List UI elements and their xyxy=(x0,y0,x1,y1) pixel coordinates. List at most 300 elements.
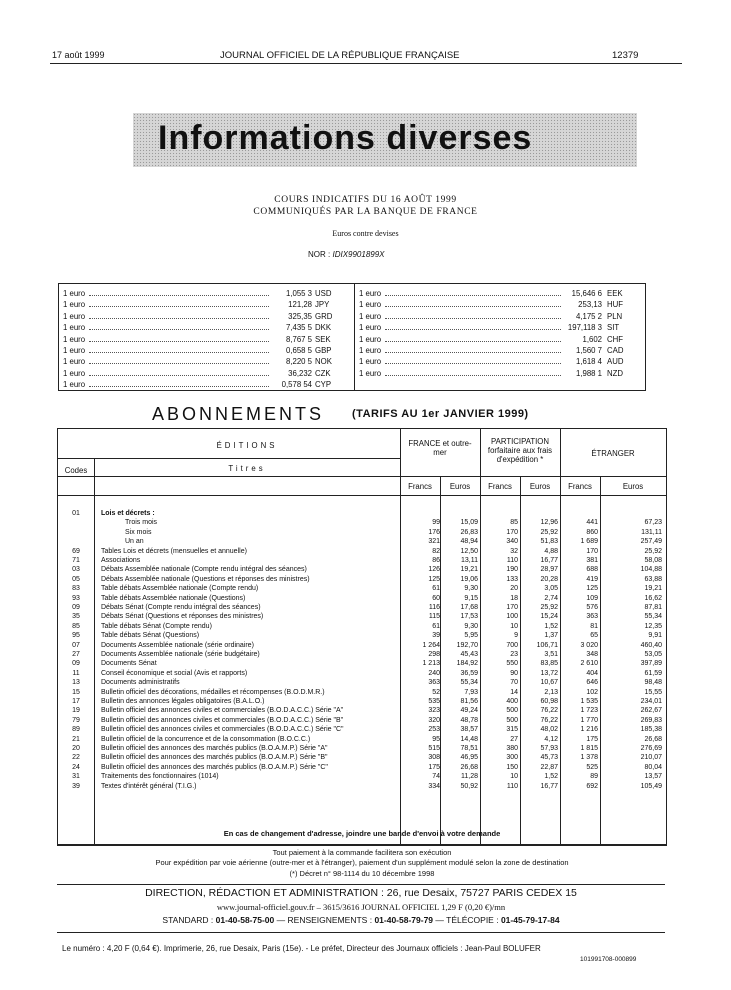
row-value-ee: 55,34 xyxy=(644,613,662,621)
row-code: 31 xyxy=(72,773,80,781)
row-value-pf: 500 xyxy=(506,707,518,715)
rate-currency: AUD xyxy=(607,357,624,367)
rate-currency: DKK xyxy=(315,323,332,333)
row-value-pf: 27 xyxy=(510,735,518,743)
row-value-pf: 300 xyxy=(506,754,518,762)
rate-currency: PLN xyxy=(607,311,623,321)
rate-leader-dots xyxy=(385,329,561,330)
row-value-pe: 12,96 xyxy=(540,519,558,527)
row-value-pe: 10,67 xyxy=(540,679,558,687)
rate-currency: CYP xyxy=(315,380,332,390)
row-value-ee: 210,07 xyxy=(640,754,662,762)
row-value-eu: 36,59 xyxy=(460,669,478,677)
row-value-ef: 2 610 xyxy=(580,660,598,668)
row-code: 69 xyxy=(72,547,80,555)
row-code: 79 xyxy=(72,716,80,724)
table-row xyxy=(58,547,666,556)
rate-value: 1,988 1 xyxy=(575,368,602,378)
table-row xyxy=(58,735,666,744)
row-value-ee: 98,48 xyxy=(644,679,662,687)
titres-header: Titres xyxy=(228,464,266,473)
rate-currency: CHF xyxy=(607,334,624,344)
row-title: Un an xyxy=(125,538,144,546)
row-code: 01 xyxy=(72,510,80,517)
row-value-fr: 86 xyxy=(432,557,440,564)
row-title: Bulletin des annonces légales obligatoires (B.A.L.O.) xyxy=(101,698,265,705)
row-title: Bulletin officiel des annonces des marchés publics (B.O.A.M.P.) Série "C" xyxy=(101,763,328,771)
row-title: Traitements des fonctionnaires (1014) xyxy=(101,773,219,781)
row-value-pe: 13,72 xyxy=(540,669,558,677)
row-code: 05 xyxy=(72,575,80,583)
row-value-eu: 81,56 xyxy=(460,698,478,705)
direction-address: DIRECTION, RÉDACTION ET ADMINISTRATION : 26, rue Desaix, 75727 PARIS CEDEX 15 xyxy=(145,887,577,899)
row-value-ef: 65 xyxy=(590,632,598,640)
row-value-pf: 70 xyxy=(510,679,518,687)
rate-leader-dots xyxy=(385,352,561,353)
row-value-pf: 380 xyxy=(506,745,518,752)
rate-currency: NOK xyxy=(315,357,332,367)
rate-leader-dots xyxy=(89,295,269,296)
rate-currency: HUF xyxy=(607,300,624,310)
row-value-fr: 125 xyxy=(428,575,440,583)
row-value-fr: 175 xyxy=(428,763,440,771)
row-value-pf: 315 xyxy=(506,726,518,734)
row-value-pf: 18 xyxy=(510,594,518,602)
row-value-ee: 12,35 xyxy=(644,622,662,630)
rate-leader-dots xyxy=(89,341,269,342)
rate-leader-dots xyxy=(385,341,561,342)
rate-currency: NZD xyxy=(607,368,624,378)
row-value-pf: 500 xyxy=(506,716,518,724)
france-header: FRANCE et outre-mer xyxy=(408,439,472,457)
row-line xyxy=(58,476,666,477)
row-value-fr: 115 xyxy=(428,613,440,621)
row-value-ee: 87,81 xyxy=(644,604,662,611)
row-code: 85 xyxy=(72,622,80,630)
row-value-pe: 15,24 xyxy=(540,613,558,621)
table-row xyxy=(58,528,666,537)
row-value-ef: 1 723 xyxy=(580,707,598,715)
rate-value: 1,055 3 xyxy=(285,289,312,298)
row-value-fr: 253 xyxy=(428,726,440,734)
row-value-ef: 860 xyxy=(586,528,598,536)
notes-rule xyxy=(57,844,667,845)
rate-row xyxy=(355,299,645,310)
row-value-pe: 16,77 xyxy=(540,557,558,564)
row-value-fr: 61 xyxy=(432,622,440,630)
rate-value: 4,175 2 xyxy=(575,311,602,321)
rate-row xyxy=(355,368,645,379)
standard-label: STANDARD : xyxy=(162,915,214,925)
row-title: Lois et décrets : xyxy=(101,510,155,517)
table-row xyxy=(58,575,666,584)
direction-box xyxy=(57,884,665,933)
row-value-pe: 28,97 xyxy=(540,566,558,574)
row-value-pe: 4,12 xyxy=(544,735,558,743)
row-value-fr: 240 xyxy=(428,669,440,677)
row-value-ef: 441 xyxy=(586,519,598,527)
table-row xyxy=(58,753,666,762)
table-row xyxy=(58,706,666,715)
row-code: 15 xyxy=(72,688,80,696)
row-value-ee: 185,38 xyxy=(640,726,662,734)
row-code: 20 xyxy=(72,745,80,752)
table-row xyxy=(58,763,666,772)
row-value-pe: 20,28 xyxy=(540,575,558,583)
francs-header: Francs xyxy=(568,482,592,491)
table-row xyxy=(58,669,666,678)
expedition-note: Pour expédition par voie aérienne (outre-mer et à l'étranger), paiement d'un supplément modulé selon la zone de destination xyxy=(155,858,569,867)
row-value-pe: 22,87 xyxy=(540,763,558,771)
row-code: 35 xyxy=(72,613,80,621)
paiement-note: Tout paiement à la commande facilitera son exécution xyxy=(272,848,452,857)
rate-label: 1 euro xyxy=(359,345,382,355)
cours-line2: COMMUNIQUÉS PAR LA BANQUE DE FRANCE xyxy=(253,207,478,217)
table-row xyxy=(58,622,666,631)
row-value-ef: 1 378 xyxy=(580,754,598,762)
row-value-ee: 16,62 xyxy=(644,594,662,602)
rate-label: 1 euro xyxy=(63,345,86,355)
row-value-ef: 170 xyxy=(586,547,598,555)
web-minitel: www.journal-officiel.gouv.fr – 3615/3616 JOURNAL OFFICIEL 1,29 F (0,20 €)/mn xyxy=(216,902,506,912)
row-value-ee: 257,49 xyxy=(640,538,662,546)
rate-label: 1 euro xyxy=(359,300,382,310)
row-value-eu: 38,57 xyxy=(460,726,478,734)
rate-currency: EEK xyxy=(607,289,623,298)
table-row xyxy=(58,650,666,659)
row-value-pe: 2,13 xyxy=(544,688,558,696)
table-row xyxy=(58,603,666,612)
row-value-ee: 63,88 xyxy=(644,575,662,583)
row-value-ee: 105,49 xyxy=(640,782,662,790)
rate-label: 1 euro xyxy=(359,311,382,321)
row-value-ee: 80,04 xyxy=(644,763,662,771)
cours-line1: COURS INDICATIFS DU 16 AOÛT 1999 xyxy=(274,195,457,205)
row-value-pf: 150 xyxy=(506,763,518,771)
row-value-pf: 10 xyxy=(510,773,518,781)
telecopie-number: 01-45-79-17-84 xyxy=(500,915,560,925)
row-value-pe: 60,98 xyxy=(540,698,558,705)
rate-currency: SEK xyxy=(315,334,331,344)
row-value-pe: 25,92 xyxy=(540,528,558,536)
row-value-ee: 67,23 xyxy=(644,519,662,527)
row-code: 27 xyxy=(72,651,80,658)
table-row xyxy=(58,688,666,697)
rate-row xyxy=(59,322,351,333)
header-date: 17 août 1999 xyxy=(52,50,105,60)
row-value-pe: 45,73 xyxy=(540,754,558,762)
banner-title: Informations diverses xyxy=(158,119,533,157)
row-value-eu: 46,95 xyxy=(460,754,478,762)
row-value-ef: 1 770 xyxy=(580,716,598,724)
row-title: Table débats Assemblée nationale (Compte rendu) xyxy=(101,585,259,593)
row-value-fr: 176 xyxy=(428,528,440,536)
row-title: Associations xyxy=(101,557,141,564)
row-value-ee: 15,55 xyxy=(644,688,662,696)
rate-leader-dots xyxy=(385,295,561,296)
changement-adresse-note: En cas de changement d'adresse, joindre une bande d'envoi à votre demande xyxy=(223,829,501,838)
abonnements-title: ABONNEMENTS xyxy=(152,404,325,424)
rate-leader-dots xyxy=(89,375,269,376)
row-value-pf: 110 xyxy=(506,557,518,564)
row-value-pe: 4,88 xyxy=(544,547,558,555)
numero-imprint: Le numéro : 4,20 F (0,64 €). Imprimerie, 26, rue Desaix, Paris (15e). - Le préfet, Directeur des Journaux officiels : Jean-Paul BOLUFER xyxy=(62,944,541,953)
table-row xyxy=(58,537,666,546)
table-row xyxy=(58,565,666,574)
row-value-pe: 25,92 xyxy=(540,604,558,611)
contact-numbers: STANDARD : 01-40-58-75-00 — RENSEIGNEMENTS : 01-40-58-79-79 — TÉLÉCOPIE : 01-45-79-17-84 xyxy=(162,915,560,925)
rate-value: 36,232 xyxy=(288,368,312,378)
row-value-ef: 102 xyxy=(586,688,598,696)
row-value-pf: 700 xyxy=(506,641,518,649)
row-code: 95 xyxy=(72,632,80,640)
row-value-ef: 363 xyxy=(586,613,598,621)
row-value-ee: 269,83 xyxy=(640,716,662,724)
row-value-pf: 190 xyxy=(506,566,518,574)
telecopie-label: TÉLÉCOPIE : xyxy=(446,915,499,925)
table-row xyxy=(58,782,666,791)
row-value-pe: 51,83 xyxy=(540,538,558,546)
row-value-pf: 14 xyxy=(510,688,518,696)
renseignements-number: 01-40-58-79-79 xyxy=(374,915,434,925)
rate-row xyxy=(355,311,645,322)
rate-value: 0,578 54 xyxy=(281,380,312,390)
rate-label: 1 euro xyxy=(359,368,382,378)
row-value-eu: 45,43 xyxy=(460,651,478,658)
rate-value: 197,118 3 xyxy=(567,323,602,333)
table-row xyxy=(58,659,666,668)
row-value-eu: 192,70 xyxy=(456,641,478,649)
row-value-eu: 17,53 xyxy=(460,613,478,621)
editions-header: ÉDITIONS xyxy=(216,441,278,450)
francs-header: Francs xyxy=(488,482,512,491)
rate-row xyxy=(355,334,645,345)
table-row xyxy=(58,612,666,621)
table-row xyxy=(58,641,666,650)
row-value-fr: 39 xyxy=(432,632,440,640)
row-value-fr: 323 xyxy=(428,707,440,715)
row-value-pf: 23 xyxy=(510,651,518,658)
participation-header: PARTICIPATION forfaitaire aux frais d'expédition * xyxy=(487,437,553,464)
rate-row xyxy=(355,356,645,367)
row-value-ef: 1 535 xyxy=(580,698,598,705)
row-title: Table débats Sénat (Compte rendu) xyxy=(101,622,212,630)
row-value-ef: 175 xyxy=(586,735,598,743)
row-value-ef: 1 689 xyxy=(580,538,598,546)
rate-value: 1,618 4 xyxy=(575,357,602,367)
rate-row xyxy=(59,345,351,356)
row-value-ef: 109 xyxy=(586,594,598,602)
row-value-ee: 25,92 xyxy=(644,547,662,555)
row-value-ee: 276,69 xyxy=(640,745,662,752)
row-value-pf: 550 xyxy=(506,660,518,668)
row-code: 09 xyxy=(72,604,80,611)
rate-label: 1 euro xyxy=(359,323,382,333)
decret-note: (*) Décret n° 98-1114 du 10 décembre 1998 xyxy=(289,869,435,878)
row-value-pf: 20 xyxy=(510,585,518,593)
row-code: 13 xyxy=(72,679,80,687)
row-title: Bulletin officiel des décorations, médailles et récompenses (B.O.D.M.R.) xyxy=(101,688,325,696)
rate-value: 325,35 xyxy=(288,311,312,321)
row-code: 83 xyxy=(72,585,80,593)
row-code: 21 xyxy=(72,735,80,743)
row-title: Documents administratifs xyxy=(101,679,180,687)
row-value-fr: 99 xyxy=(432,519,440,527)
row-value-ef: 692 xyxy=(586,782,598,790)
row-title: Bulletin officiel des annonces civiles et commerciales (B.O.D.A.C.C.) Série "A" xyxy=(101,707,344,715)
rates-left-column xyxy=(59,288,351,391)
row-value-pf: 170 xyxy=(506,528,518,536)
row-value-fr: 320 xyxy=(428,716,440,724)
row-value-pf: 9 xyxy=(514,632,518,640)
renseignements-label: RENSEIGNEMENTS : xyxy=(287,915,373,925)
row-value-fr: 321 xyxy=(428,538,440,546)
rate-row xyxy=(59,311,351,322)
row-code: 71 xyxy=(72,557,80,564)
rate-currency: GRD xyxy=(315,311,333,321)
row-title: Six mois xyxy=(125,528,152,536)
row-title: Débats Sénat (Compte rendu intégral des séances) xyxy=(101,604,261,611)
row-value-fr: 1 213 xyxy=(422,660,440,668)
row-value-eu: 50,92 xyxy=(460,782,478,790)
row-value-pf: 400 xyxy=(506,698,518,705)
rate-label: 1 euro xyxy=(359,334,382,344)
rate-row xyxy=(59,368,351,379)
table-row xyxy=(58,556,666,565)
row-value-ee: 58,08 xyxy=(644,557,662,564)
row-title: Documents Sénat xyxy=(101,660,157,668)
row-value-ef: 688 xyxy=(586,566,598,574)
row-title: Débats Assemblée nationale (Questions et réponses des ministres) xyxy=(101,575,310,583)
rate-value: 253,13 xyxy=(578,300,602,310)
row-line xyxy=(58,495,666,496)
rate-currency: CZK xyxy=(315,368,331,378)
reference-code: 101991708-000899 xyxy=(580,956,637,963)
row-value-pe: 1,52 xyxy=(544,773,558,781)
row-value-ee: 397,89 xyxy=(640,660,662,668)
rate-label: 1 euro xyxy=(63,289,86,298)
row-value-pe: 16,77 xyxy=(540,782,558,790)
row-value-fr: 82 xyxy=(432,547,440,555)
row-value-ef: 89 xyxy=(590,773,598,781)
row-value-ee: 13,57 xyxy=(644,773,662,781)
rate-row xyxy=(59,356,351,367)
row-value-fr: 1 264 xyxy=(422,641,440,649)
rate-row xyxy=(355,288,645,299)
row-value-eu: 19,21 xyxy=(460,566,478,574)
row-value-pe: 76,22 xyxy=(540,707,558,715)
row-title: Bulletin officiel des annonces des marchés publics (B.O.A.M.P.) Série "B" xyxy=(101,754,328,762)
row-value-pf: 32 xyxy=(510,547,518,555)
francs-header: Francs xyxy=(408,482,432,491)
rate-leader-dots xyxy=(89,318,269,319)
rate-row xyxy=(59,334,351,345)
row-title: Documents Assemblée nationale (série budgétaire) xyxy=(101,651,260,658)
row-value-ee: 460,40 xyxy=(640,641,662,649)
row-title: Bulletin officiel de la concurrence et de la consommation (B.O.C.C.) xyxy=(101,735,311,743)
row-value-eu: 9,30 xyxy=(464,622,478,630)
header-page-number: 12379 xyxy=(612,50,639,61)
nor-value: IDIX9901899X xyxy=(332,250,385,259)
row-code: 22 xyxy=(72,754,80,762)
row-value-fr: 334 xyxy=(428,782,440,790)
row-code: 07 xyxy=(72,641,80,649)
rate-leader-dots xyxy=(385,306,561,307)
row-value-fr: 52 xyxy=(432,688,440,696)
rate-currency: USD xyxy=(315,289,332,298)
rate-leader-dots xyxy=(89,352,269,353)
rate-leader-dots xyxy=(89,329,269,330)
row-value-eu: 48,94 xyxy=(460,538,478,546)
row-value-ef: 1 216 xyxy=(580,726,598,734)
euros-header: Euros xyxy=(622,482,644,491)
rate-value: 8,220 5 xyxy=(285,357,312,367)
rate-row xyxy=(355,345,645,356)
row-value-ef: 404 xyxy=(586,669,598,677)
rate-leader-dots xyxy=(89,386,269,387)
row-title: Table débats Sénat (Questions) xyxy=(101,632,200,640)
rate-label: 1 euro xyxy=(359,289,382,298)
row-title: Débats Sénat (Questions et réponses des ministres) xyxy=(101,613,264,621)
row-value-ee: 262,67 xyxy=(640,707,662,715)
row-value-pe: 83,85 xyxy=(540,660,558,668)
rate-value: 8,767 5 xyxy=(285,334,312,344)
row-value-pf: 90 xyxy=(510,669,518,677)
row-value-ef: 1 815 xyxy=(580,745,598,752)
row-value-fr: 363 xyxy=(428,679,440,687)
table-row xyxy=(58,725,666,734)
row-value-ef: 125 xyxy=(586,585,598,593)
row-value-pe: 3,05 xyxy=(544,585,558,593)
table-row xyxy=(58,594,666,603)
header-journal-title: JOURNAL OFFICIEL DE LA RÉPUBLIQUE FRANÇAISE xyxy=(220,50,460,61)
row-value-pf: 110 xyxy=(506,782,518,790)
row-value-eu: 48,78 xyxy=(460,716,478,724)
rate-leader-dots xyxy=(385,363,561,364)
row-value-ee: 131,11 xyxy=(641,528,662,536)
row-code: 03 xyxy=(72,566,80,574)
row-code: 09 xyxy=(72,660,80,668)
table-row xyxy=(58,509,666,518)
row-title: Bulletin officiel des annonces civiles et commerciales (B.O.D.A.C.C.) Série "C" xyxy=(101,726,344,734)
row-value-fr: 308 xyxy=(428,754,440,762)
rate-value: 7,435 5 xyxy=(285,323,312,333)
table-row xyxy=(58,697,666,706)
row-value-ee: 234,01 xyxy=(640,698,662,705)
rate-label: 1 euro xyxy=(63,300,86,310)
cours-subtitle: Euros contre devises xyxy=(332,229,399,238)
row-value-fr: 116 xyxy=(428,604,440,611)
rate-currency: SIT xyxy=(607,323,620,333)
subscription-table xyxy=(57,428,667,846)
rate-value: 0,658 5 xyxy=(285,345,312,355)
row-value-eu: 184,92 xyxy=(456,660,478,668)
row-title: Débats Assemblée nationale (Compte rendu intégral des séances) xyxy=(101,566,307,574)
row-code: 39 xyxy=(72,782,80,790)
rate-label: 1 euro xyxy=(63,323,86,333)
row-value-fr: 61 xyxy=(432,585,440,593)
row-value-eu: 9,30 xyxy=(464,585,478,593)
row-code: 89 xyxy=(72,726,80,734)
row-value-eu: 14,48 xyxy=(460,735,478,743)
rate-currency: JPY xyxy=(315,300,330,310)
row-value-pe: 1,37 xyxy=(544,632,558,640)
row-value-pe: 57,93 xyxy=(540,745,558,752)
row-value-ef: 3 020 xyxy=(580,641,598,649)
row-value-pf: 340 xyxy=(506,538,518,546)
row-value-ef: 381 xyxy=(586,557,598,564)
euros-header: Euros xyxy=(449,482,471,491)
